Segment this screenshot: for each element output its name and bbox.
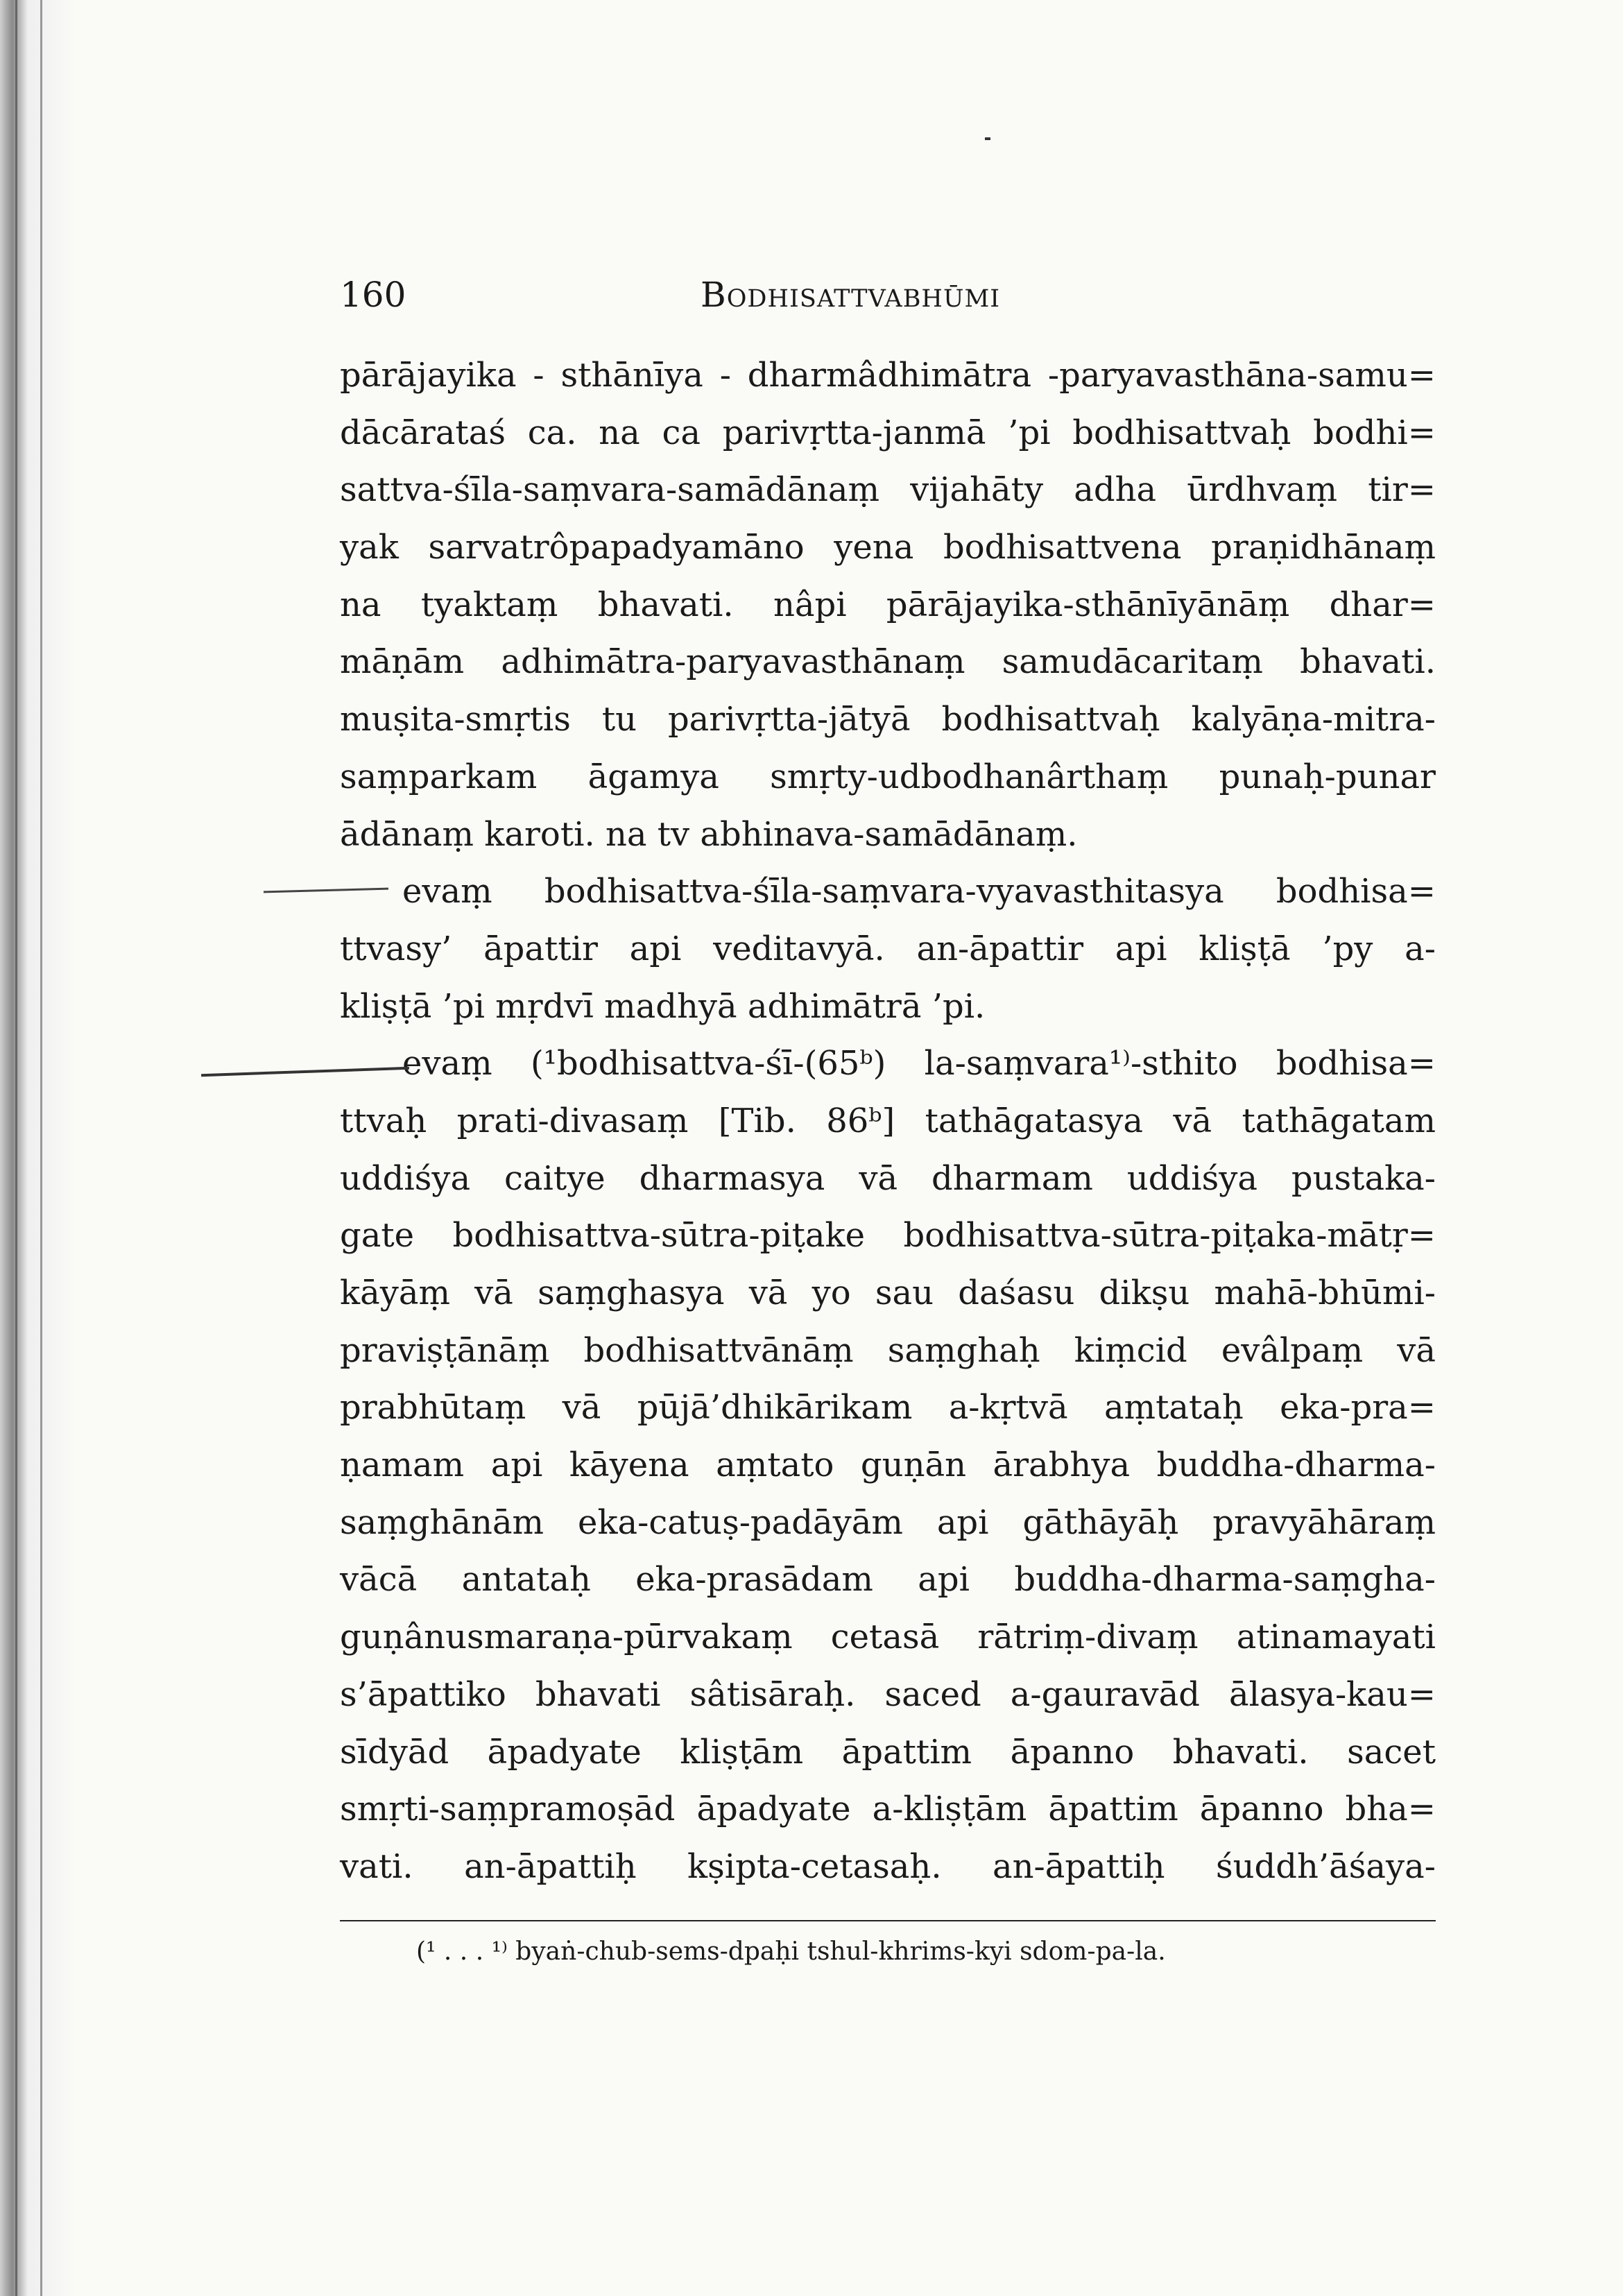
text-line: kliṣṭā ’pi mṛdvī madhyā adhimātrā ’pi. — [340, 986, 986, 1026]
text-line: prabhūtaṃ vā pūjā’dhikārikam a-kṛtvā aṃtataḥ eka-pra= — [340, 1388, 1436, 1428]
text-line: praviṣṭānāṃ bodhisattvānāṃ saṃghaḥ kiṃcid evâlpaṃ vā — [340, 1330, 1436, 1370]
footnote: (¹ . . . ¹⁾ byaṅ-chub-sems-dpaḥi tshul-khrims-kyi sdom-pa-la. — [416, 1937, 1166, 1966]
stray-mark — [985, 137, 990, 140]
page-header — [340, 271, 1436, 319]
text-line: ttvaḥ prati-divasaṃ [Tib. 86ᵇ] tathāgatasya vā tathāgatam — [340, 1101, 1436, 1140]
footnote-rule — [340, 1920, 1436, 1921]
text-line: vācā antataḥ eka-prasādam api buddha-dharma-saṃgha- — [340, 1560, 1436, 1600]
text-line: na tyaktaṃ bhavati. nâpi pārājayika-sthānīyānāṃ dhar= — [340, 585, 1436, 624]
text-line: saṃparkam āgamya smṛty-udbodhanârthaṃ punaḥ-punar — [340, 757, 1436, 796]
text-line: saṃghānām eka-catuṣ-padāyām api gāthāyāḥ pravyāhāraṃ — [340, 1502, 1436, 1542]
binding-line — [40, 0, 42, 2296]
page-number: 160 — [340, 275, 406, 315]
text-line: sīdyād āpadyate kliṣṭām āpattim āpanno bhavati. sacet — [340, 1732, 1436, 1772]
text-line: ṇamam api kāyena aṃtato guṇān ārabhya buddha-dharma- — [340, 1446, 1436, 1485]
text-line: smṛti-saṃpramoṣād āpadyate a-kliṣṭām āpattim āpanno bha= — [340, 1790, 1436, 1829]
text-line: kāyāṃ vā saṃghasya vā yo sau daśasu dikṣu mahā-bhūmi- — [340, 1274, 1436, 1312]
text-line: māṇām adhimātra-paryavasthānaṃ samudācaritaṃ bhavati. — [340, 642, 1436, 682]
text-line: guṇânusmaraṇa-pūrvakaṃ cetasā rātriṃ-divaṃ atinamayati — [340, 1618, 1436, 1657]
binding-line — [15, 0, 17, 2296]
text-line: sattva-śīla-saṃvara-samādānaṃ vijahāty adha ūrdhvaṃ tir= — [340, 470, 1436, 510]
text-line: gate bodhisattva-sūtra-piṭake bodhisattva-sūtra-piṭaka-mātṛ= — [340, 1216, 1436, 1256]
text-line: s’āpattiko bhavati sâtisāraḥ. saced a-gauravād ālasya-kau= — [340, 1674, 1436, 1714]
main-text — [340, 347, 1436, 1896]
scan-binding-edge — [0, 0, 76, 2296]
text-line: ttvasy’ āpattir api veditavyā. an-āpattir api kliṣṭā ’py a- — [340, 929, 1436, 968]
text-line: dācārataś ca. na ca parivṛtta-janmā ’pi bodhisattvaḥ bodhi= — [340, 413, 1436, 452]
text-line: evaṃ bodhisattva-śīla-saṃvara-vyavasthitasya bodhisa= — [402, 872, 1436, 911]
text-line: muṣita-smṛtis tu parivṛtta-jātyā bodhisattvaḥ kalyāṇa-mitra- — [340, 700, 1436, 739]
text-line: pārājayika - sthānīya - dharmâdhimātra -paryavasthāna-samu= — [340, 356, 1436, 395]
text-line: ādānaṃ karoti. na tv abhinava-samādānaṃ. — [340, 814, 1078, 854]
text-line: vati. an-āpattiḥ kṣipta-cetasaḥ. an-āpattiḥ śuddh’āśaya- — [340, 1847, 1436, 1886]
text-line: evaṃ (¹bodhisattva-śī-(65ᵇ) la-saṃvara¹⁾-sthito bodhisa= — [402, 1044, 1436, 1083]
text-line: uddiśya caitye dharmasya vā dharmam uddiśya pustaka- — [340, 1158, 1436, 1198]
text-line: yak sarvatrôpapadyamāno yena bodhisattvena praṇidhānaṃ — [340, 528, 1436, 567]
running-title: Bodhisattvabhūmi — [701, 275, 1001, 315]
